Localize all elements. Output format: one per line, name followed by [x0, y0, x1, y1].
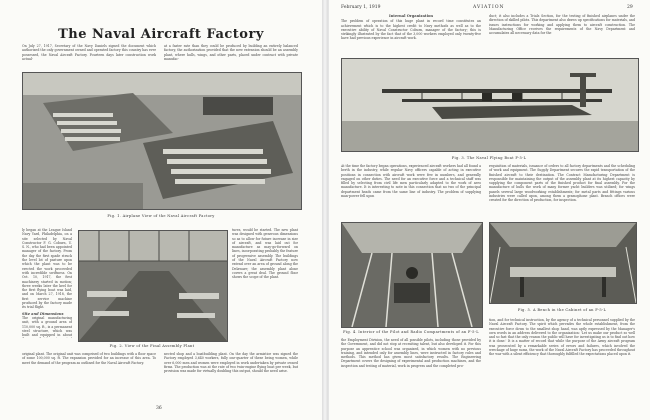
fig1-caption: Fig. 1. Airplane View of the Naval Aircraft Factory — [107, 214, 215, 218]
running-date: February 1, 1919 — [341, 5, 381, 10]
left-page-number: 36 — [156, 406, 162, 411]
section-heading: Internal Organization — [389, 14, 433, 18]
internal-org-col1 — [341, 14, 481, 54]
internal-org-body: The problem of operation of this huge plant in record time constitutes an achievement which is to the highest credit to Navy methods as well as to the executive ability of Naval Constructor Coburn, manager of the factory; this is strikingly illustrated by the fact that of the 3,000 workers employed only twenty-five have had previous experience in aircraft work. — [341, 19, 481, 41]
mid-text-col1: At the time the factory began operations, experienced aircraft workers had all found a berth in the industry, while regular Navy officers capable of acting in executive positions in connection with aircraft work were few in numbers, and generally engaged on other duties. The need for an executive force and a technical staff was filled by selecting from civil life men particularly adapted to the work of aero manufacture. It is interesting to note in this connection that no two of the principal department heads came from the same line of industry. The problem of supplying man-power fell upon — [341, 164, 481, 199]
fig5-caption: Fig. 5. A Bench in the Cabinet of an F-5-L — [517, 308, 607, 312]
fig3-caption: Fig. 3. The Naval Flying Boat F-5-L — [451, 156, 527, 160]
internal-org-col2: duct; it also includes a Trials Section, for the testing of finished airplanes under the direction of skilled pilots. This department also draws up specifications for materials, and issues instructions for working and applying them to aircraft construction. The Manufacturing Office receives the requirements of the Navy Department and accumulates all necessary data for the — [489, 14, 635, 36]
right-page — [328, 0, 650, 420]
left-page — [0, 0, 323, 420]
cabin-bench-photo — [489, 222, 637, 304]
side-text — [22, 228, 72, 338]
bottom-text-col2: nected shop and a boatbuilding plant. On the day the armistice was signed the Factory employed 3,640 workers, fully one-quarter of these being women, while over 6,000 men and women were employed in work undertaken by private owned firms. The production was at the rate of two twin-engine flying boat per week, but provision was made for virtually doubling this output, should the need arise. — [164, 352, 298, 374]
cockpit-interior-photo — [341, 222, 483, 328]
site-dimensions-heading: Site and Dimensions — [22, 311, 64, 316]
mid-text-col2: requisition of materials, issuance of orders to all factory departments and the scheduling of work and equipment. The Supply Department secures the rapid transportation of the finished aircraft to their destination. The Contract Manufacturing Department is responsible for maintaining the output of the assembly plant at its highest capacity by supplying the component parts of the finished product for final assembly. For the manufacture of hulls the work of many former yacht builders was utilized; for wings panels several large woodworking establishments; for metal parts and fittings various industries were called upon, among them a gramophone plant. Branch offices were created for the direction of production, for inspection. — [489, 164, 635, 203]
col2-text: tures, would be started. The new plant was designed with generous dimensions so as to allow for future increase in size of aircraft, and was laid out for manufacture as may-go-forward on lines, incorporating probably the feature of progressive assembly. The buildings of the Naval Aircraft Factory now extend over an area of ground along the Delaware; the assembly plant alone covers a great deal. The ground floor shows the scope of the plant. — [232, 228, 298, 280]
intro-text-col1: On July 27, 1917, Secretary of the Navy Daniels signed the document which authorized the only government owned and operated factory this country has ever possessed, the Naval Aircraft Factory. Fourteen days later construction work actual- — [22, 44, 156, 61]
bottom-text-col1: original plant. The original unit was comprised of two buildings with a floor space of some 100,000 sq. ft. The expansion provided for an increase of this area. To meet the demand of the program as outlined for the Naval Aircraft Factory. — [22, 352, 156, 365]
aerial-factory-photo — [22, 72, 302, 210]
side-body: ly began at the League Island Navy Yard, Philadelphia, on a site selected by Naval Constructor F. G. Coburn, U. S. N., who had been appointed manager of the factory. From the day the first spade struck the level lot of pasture upon which the plant was to be erected the work proceeded with incredible swiftness. On Oct. 10, 1917, the first machinery started in motion; three weeks later the keel for the first flying boat was laid, and on March 27, 1918, the first service machine produced by the factory made its trial flight. — [22, 228, 72, 310]
flying-boat-photo — [341, 58, 639, 152]
intro-text-col2: at a faster rate than they could be produced by building an entirely balanced factory, the authorization provided that the new extension should be an assembly plant, where hulls, wings, and other parts, placed under contract with private manufac- — [164, 44, 298, 61]
fig2-caption: Fig. 2. View of the Final Assembly Plant — [109, 344, 195, 348]
assembly-plant-photo — [78, 230, 228, 342]
bottom-text-col2-right: tion, and for technical instruction, by the agency of a technical personnel supplied by the Naval Aircraft Factory. The spirit which pervades the whole establishment, from the executive force down to the smallest shop hand, was aptly expressed by the Manager's own words in an address delivered to the organization: 'Let us make our product so well and so fast that the only reason the public will have for investigating us is to find out how it is done.' It is a matter of record that while the purpose of the Army aircraft program was prosecuted by a remarkable series of errors and failures, which involved the wreckage of huge sums, the work of the Naval Aircraft Factory has proceeded throughout the war with a silent efficiency that thoroughly fulfilled the expectations placed upon it. — [489, 318, 635, 357]
running-title: AVIATION — [473, 5, 505, 10]
right-page-number: 29 — [627, 5, 633, 10]
fig4-caption: Fig. 4. Interior of the Pilot and Radio Compartments of an F-5-L — [343, 330, 479, 334]
article-title: The Naval Aircraft Factory — [58, 27, 264, 42]
bottom-text-col1-right: the Employment Division, the need of all possible pilots, including those provided by the Government, and did not stop at recruiting talent, but also developed it. For this purpose an apprentice school was organized, in which women with no previous training, and intended only for assembly lines, were instructed in factory rules and methods. This method has given most satisfactory results. The Engineering Department covers the designing of experimental and production machines, and the inspection and testing of material, work in progress and the completed pro- — [341, 338, 481, 368]
side-body2: The original manufacturing unit, with a ground area of 110,000 sq. ft., is a permanent steel structure, which was built and equipped in about — [22, 315, 72, 338]
